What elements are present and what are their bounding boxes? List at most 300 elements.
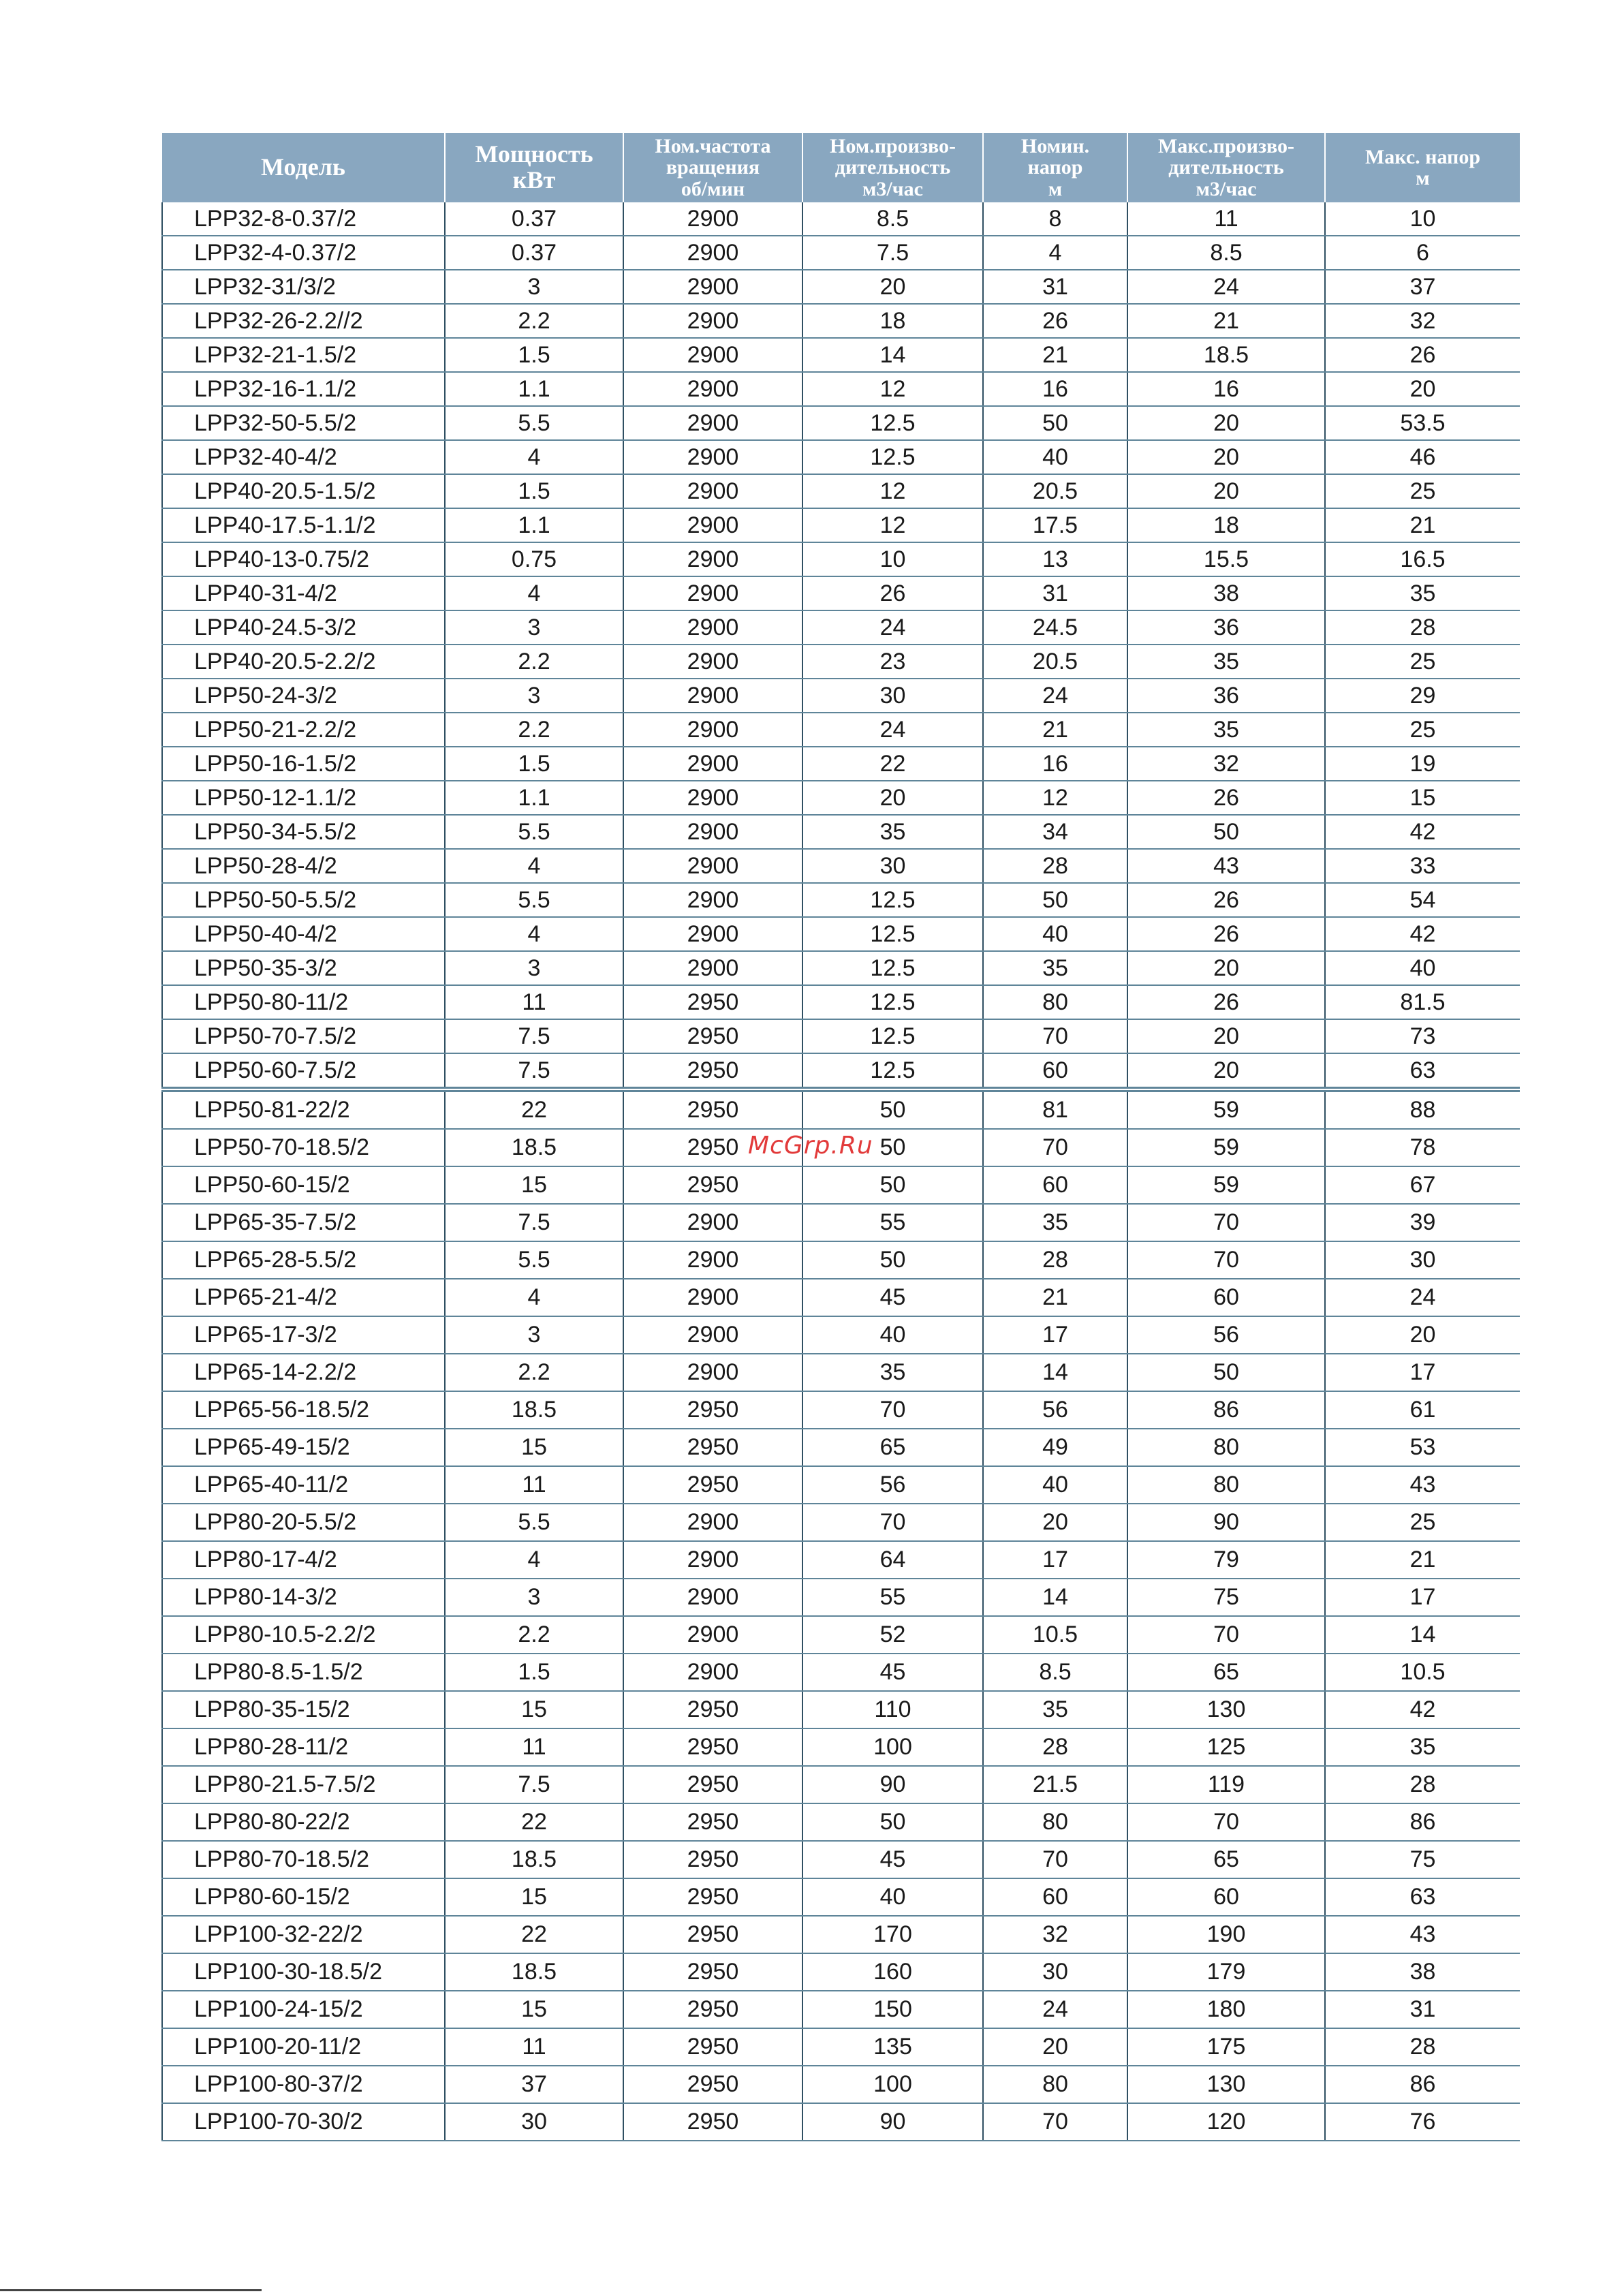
- cell-power: 2.2: [445, 713, 623, 747]
- cell-nominal-head: 17: [983, 1316, 1127, 1354]
- cell-nominal-head: 8: [983, 202, 1127, 236]
- cell-nominal-flow: 52: [802, 1616, 983, 1654]
- cell-max-flow: 24: [1127, 270, 1325, 304]
- cell-nominal-flow: 170: [802, 1916, 983, 1953]
- cell-rotation-speed: 2950: [623, 1953, 802, 1991]
- cell-max-flow: 79: [1127, 1541, 1325, 1579]
- cell-power: 22: [445, 1803, 623, 1841]
- table-row: [162, 1089, 1520, 1129]
- cell-nominal-flow: 12: [802, 372, 983, 406]
- table-row: [162, 645, 1520, 679]
- cell-nominal-head: 28: [983, 1241, 1127, 1279]
- cell-max-head: 42: [1325, 917, 1520, 951]
- cell-max-head: 39: [1325, 1204, 1520, 1241]
- cell-power: 37: [445, 2066, 623, 2103]
- cell-rotation-speed: 2900: [623, 270, 802, 304]
- cell-model: LPP32-50-5.5/2: [162, 406, 445, 440]
- cell-max-flow: 86: [1127, 1391, 1325, 1429]
- cell-nominal-flow: 24: [802, 713, 983, 747]
- cell-nominal-flow: 20: [802, 781, 983, 815]
- cell-model: LPP65-21-4/2: [162, 1279, 445, 1316]
- cell-model: LPP80-14-3/2: [162, 1579, 445, 1616]
- cell-max-head: 76: [1325, 2103, 1520, 2141]
- table-header: [162, 133, 1520, 202]
- cell-model: LPP50-70-18.5/2: [162, 1129, 445, 1166]
- cell-max-flow: 190: [1127, 1916, 1325, 1953]
- cell-nominal-head: 35: [983, 1204, 1127, 1241]
- table-row: [162, 1616, 1520, 1654]
- cell-max-flow: 120: [1127, 2103, 1325, 2141]
- table-row: [162, 1541, 1520, 1579]
- cell-nominal-head: 14: [983, 1579, 1127, 1616]
- cell-nominal-flow: 65: [802, 1429, 983, 1466]
- table-row: [162, 1654, 1520, 1691]
- cell-nominal-head: 32: [983, 1916, 1127, 1953]
- cell-power: 18.5: [445, 1391, 623, 1429]
- cell-model: LPP80-28-11/2: [162, 1728, 445, 1766]
- cell-rotation-speed: 2900: [623, 1241, 802, 1279]
- cell-max-flow: 130: [1127, 1691, 1325, 1728]
- cell-nominal-flow: 20: [802, 270, 983, 304]
- cell-nominal-flow: 55: [802, 1204, 983, 1241]
- cell-rotation-speed: 2950: [623, 2028, 802, 2066]
- table-row: [162, 1019, 1520, 1053]
- table-row: [162, 1391, 1520, 1429]
- cell-power: 2.2: [445, 1354, 623, 1391]
- table-body: [162, 202, 1520, 2141]
- table-row: [162, 202, 1520, 236]
- header-nominal-flow: Ном.произво- дительность м3/час: [802, 133, 983, 202]
- cell-power: 7.5: [445, 1019, 623, 1053]
- table-row: [162, 1841, 1520, 1878]
- cell-power: 15: [445, 1691, 623, 1728]
- cell-max-head: 63: [1325, 1878, 1520, 1916]
- table-row: [162, 883, 1520, 917]
- cell-power: 3: [445, 610, 623, 645]
- cell-max-flow: 70: [1127, 1204, 1325, 1241]
- cell-model: LPP32-26-2.2//2: [162, 304, 445, 338]
- cell-model: LPP40-31-4/2: [162, 576, 445, 610]
- table-row: [162, 304, 1520, 338]
- cell-model: LPP80-35-15/2: [162, 1691, 445, 1728]
- cell-model: LPP100-32-22/2: [162, 1916, 445, 1953]
- cell-nominal-flow: 24: [802, 610, 983, 645]
- cell-rotation-speed: 2900: [623, 1541, 802, 1579]
- cell-max-head: 25: [1325, 713, 1520, 747]
- table-row: [162, 1878, 1520, 1916]
- cell-rotation-speed: 2950: [623, 1916, 802, 1953]
- cell-model: LPP100-30-18.5/2: [162, 1953, 445, 1991]
- cell-max-flow: 20: [1127, 951, 1325, 985]
- cell-max-flow: 50: [1127, 815, 1325, 849]
- cell-rotation-speed: 2900: [623, 1279, 802, 1316]
- cell-power: 7.5: [445, 1204, 623, 1241]
- cell-power: 30: [445, 2103, 623, 2141]
- table-row: [162, 406, 1520, 440]
- cell-model: LPP50-60-7.5/2: [162, 1053, 445, 1089]
- table-row: [162, 1429, 1520, 1466]
- table-row: [162, 1466, 1520, 1504]
- cell-rotation-speed: 2900: [623, 610, 802, 645]
- cell-max-flow: 179: [1127, 1953, 1325, 1991]
- cell-model: LPP80-80-22/2: [162, 1803, 445, 1841]
- cell-nominal-flow: 90: [802, 2103, 983, 2141]
- cell-nominal-flow: 12.5: [802, 406, 983, 440]
- cell-power: 18.5: [445, 1129, 623, 1166]
- cell-nominal-head: 70: [983, 1019, 1127, 1053]
- cell-model: LPP80-20-5.5/2: [162, 1504, 445, 1541]
- cell-max-flow: 26: [1127, 883, 1325, 917]
- cell-max-flow: 35: [1127, 713, 1325, 747]
- cell-max-head: 42: [1325, 1691, 1520, 1728]
- table-row: [162, 951, 1520, 985]
- cell-max-flow: 60: [1127, 1279, 1325, 1316]
- cell-max-flow: 35: [1127, 645, 1325, 679]
- table-row: [162, 781, 1520, 815]
- table-row: [162, 508, 1520, 542]
- table-row: [162, 474, 1520, 508]
- cell-model: LPP32-8-0.37/2: [162, 202, 445, 236]
- cell-max-head: 21: [1325, 508, 1520, 542]
- cell-max-head: 73: [1325, 1019, 1520, 1053]
- table-row: [162, 1204, 1520, 1241]
- cell-max-flow: 26: [1127, 917, 1325, 951]
- cell-nominal-head: 14: [983, 1354, 1127, 1391]
- cell-power: 15: [445, 1166, 623, 1204]
- header-max-head: Макс. напор м: [1325, 133, 1520, 202]
- cell-nominal-head: 24: [983, 1991, 1127, 2028]
- cell-power: 3: [445, 1579, 623, 1616]
- cell-power: 3: [445, 679, 623, 713]
- cell-max-head: 53: [1325, 1429, 1520, 1466]
- cell-max-head: 30: [1325, 1241, 1520, 1279]
- cell-model: LPP80-8.5-1.5/2: [162, 1654, 445, 1691]
- cell-rotation-speed: 2900: [623, 202, 802, 236]
- cell-max-head: 25: [1325, 1504, 1520, 1541]
- cell-nominal-flow: 45: [802, 1654, 983, 1691]
- cell-nominal-head: 20: [983, 2028, 1127, 2066]
- cell-rotation-speed: 2900: [623, 781, 802, 815]
- table-row: [162, 338, 1520, 372]
- cell-nominal-head: 20.5: [983, 474, 1127, 508]
- cell-model: LPP50-60-15/2: [162, 1166, 445, 1204]
- cell-max-flow: 21: [1127, 304, 1325, 338]
- table-row: [162, 372, 1520, 406]
- cell-max-head: 14: [1325, 1616, 1520, 1654]
- cell-rotation-speed: 2950: [623, 1691, 802, 1728]
- cell-nominal-head: 16: [983, 747, 1127, 781]
- cell-rotation-speed: 2900: [623, 542, 802, 576]
- cell-nominal-head: 26: [983, 304, 1127, 338]
- cell-nominal-head: 40: [983, 1466, 1127, 1504]
- cell-model: LPP50-21-2.2/2: [162, 713, 445, 747]
- cell-rotation-speed: 2950: [623, 1429, 802, 1466]
- cell-model: LPP65-35-7.5/2: [162, 1204, 445, 1241]
- cell-nominal-flow: 135: [802, 2028, 983, 2066]
- cell-nominal-flow: 150: [802, 1991, 983, 2028]
- cell-model: LPP100-24-15/2: [162, 1991, 445, 2028]
- header-rotation-speed: Ном.частота вращения об/мин: [623, 133, 802, 202]
- cell-rotation-speed: 2950: [623, 1019, 802, 1053]
- cell-power: 15: [445, 1429, 623, 1466]
- cell-max-flow: 11: [1127, 202, 1325, 236]
- cell-rotation-speed: 2900: [623, 747, 802, 781]
- cell-power: 11: [445, 1728, 623, 1766]
- cell-max-head: 40: [1325, 951, 1520, 985]
- cell-rotation-speed: 2950: [623, 1841, 802, 1878]
- cell-rotation-speed: 2900: [623, 508, 802, 542]
- cell-nominal-head: 20.5: [983, 645, 1127, 679]
- cell-model: LPP50-80-11/2: [162, 985, 445, 1019]
- cell-max-head: 16.5: [1325, 542, 1520, 576]
- cell-max-flow: 20: [1127, 1053, 1325, 1089]
- cell-max-flow: 36: [1127, 610, 1325, 645]
- cell-nominal-flow: 100: [802, 2066, 983, 2103]
- header-model: Модель: [162, 133, 445, 202]
- cell-nominal-flow: 40: [802, 1316, 983, 1354]
- cell-max-head: 75: [1325, 1841, 1520, 1878]
- cell-nominal-flow: 12.5: [802, 440, 983, 474]
- cell-nominal-head: 50: [983, 406, 1127, 440]
- cell-nominal-flow: 50: [802, 1166, 983, 1204]
- cell-max-head: 32: [1325, 304, 1520, 338]
- cell-max-flow: 90: [1127, 1504, 1325, 1541]
- cell-nominal-flow: 35: [802, 815, 983, 849]
- cell-max-head: 67: [1325, 1166, 1520, 1204]
- cell-max-head: 43: [1325, 1916, 1520, 1953]
- table-row: [162, 236, 1520, 270]
- cell-max-flow: 59: [1127, 1166, 1325, 1204]
- cell-rotation-speed: 2900: [623, 1616, 802, 1654]
- cell-power: 0.37: [445, 236, 623, 270]
- cell-nominal-flow: 7.5: [802, 236, 983, 270]
- cell-nominal-head: 13: [983, 542, 1127, 576]
- cell-max-head: 43: [1325, 1466, 1520, 1504]
- cell-nominal-head: 60: [983, 1878, 1127, 1916]
- cell-max-flow: 59: [1127, 1089, 1325, 1129]
- cell-max-flow: 20: [1127, 474, 1325, 508]
- cell-max-flow: 16: [1127, 372, 1325, 406]
- cell-nominal-flow: 8.5: [802, 202, 983, 236]
- cell-max-flow: 18.5: [1127, 338, 1325, 372]
- cell-nominal-head: 8.5: [983, 1654, 1127, 1691]
- cell-nominal-flow: 12.5: [802, 883, 983, 917]
- cell-max-head: 35: [1325, 576, 1520, 610]
- cell-power: 2.2: [445, 304, 623, 338]
- cell-power: 3: [445, 270, 623, 304]
- cell-max-flow: 38: [1127, 576, 1325, 610]
- table-row: [162, 985, 1520, 1019]
- cell-power: 11: [445, 1466, 623, 1504]
- cell-max-flow: 65: [1127, 1654, 1325, 1691]
- cell-model: LPP32-31/3/2: [162, 270, 445, 304]
- cell-nominal-head: 49: [983, 1429, 1127, 1466]
- cell-rotation-speed: 2950: [623, 1803, 802, 1841]
- table-row: [162, 713, 1520, 747]
- cell-rotation-speed: 2900: [623, 304, 802, 338]
- cell-max-flow: 8.5: [1127, 236, 1325, 270]
- cell-rotation-speed: 2900: [623, 815, 802, 849]
- cell-nominal-head: 80: [983, 2066, 1127, 2103]
- cell-model: LPP65-49-15/2: [162, 1429, 445, 1466]
- bottom-rule: [0, 2289, 262, 2291]
- cell-power: 0.75: [445, 542, 623, 576]
- cell-rotation-speed: 2950: [623, 1391, 802, 1429]
- cell-nominal-head: 17: [983, 1541, 1127, 1579]
- cell-nominal-flow: 100: [802, 1728, 983, 1766]
- table-row: [162, 576, 1520, 610]
- cell-model: LPP40-20.5-2.2/2: [162, 645, 445, 679]
- cell-max-flow: 20: [1127, 440, 1325, 474]
- cell-power: 22: [445, 1089, 623, 1129]
- cell-max-head: 25: [1325, 474, 1520, 508]
- header-power: Мощность кВт: [445, 133, 623, 202]
- cell-nominal-flow: 50: [802, 1129, 983, 1166]
- cell-nominal-flow: 22: [802, 747, 983, 781]
- cell-nominal-head: 31: [983, 270, 1127, 304]
- cell-max-head: 46: [1325, 440, 1520, 474]
- cell-max-flow: 130: [1127, 2066, 1325, 2103]
- cell-nominal-head: 28: [983, 1728, 1127, 1766]
- cell-nominal-head: 20: [983, 1504, 1127, 1541]
- cell-max-head: 28: [1325, 610, 1520, 645]
- table-row: [162, 2028, 1520, 2066]
- cell-model: LPP100-80-37/2: [162, 2066, 445, 2103]
- table-row: [162, 1166, 1520, 1204]
- cell-nominal-flow: 30: [802, 849, 983, 883]
- cell-nominal-flow: 40: [802, 1878, 983, 1916]
- cell-model: LPP80-60-15/2: [162, 1878, 445, 1916]
- cell-max-flow: 60: [1127, 1878, 1325, 1916]
- cell-max-flow: 70: [1127, 1241, 1325, 1279]
- cell-max-head: 6: [1325, 236, 1520, 270]
- cell-rotation-speed: 2900: [623, 883, 802, 917]
- cell-rotation-speed: 2900: [623, 576, 802, 610]
- cell-nominal-head: 60: [983, 1166, 1127, 1204]
- table-row: [162, 1728, 1520, 1766]
- cell-max-head: 53.5: [1325, 406, 1520, 440]
- cell-max-flow: 32: [1127, 747, 1325, 781]
- cell-max-flow: 70: [1127, 1803, 1325, 1841]
- table-row: [162, 610, 1520, 645]
- cell-nominal-head: 70: [983, 1129, 1127, 1166]
- cell-nominal-head: 40: [983, 917, 1127, 951]
- cell-power: 2.2: [445, 1616, 623, 1654]
- cell-max-flow: 15.5: [1127, 542, 1325, 576]
- cell-max-head: 10: [1325, 202, 1520, 236]
- cell-model: LPP32-16-1.1/2: [162, 372, 445, 406]
- cell-rotation-speed: 2950: [623, 1089, 802, 1129]
- cell-rotation-speed: 2900: [623, 440, 802, 474]
- cell-nominal-head: 24: [983, 679, 1127, 713]
- cell-nominal-head: 50: [983, 883, 1127, 917]
- cell-model: LPP50-16-1.5/2: [162, 747, 445, 781]
- cell-power: 5.5: [445, 1241, 623, 1279]
- cell-model: LPP80-21.5-7.5/2: [162, 1766, 445, 1803]
- cell-nominal-flow: 12.5: [802, 1053, 983, 1089]
- cell-max-head: 17: [1325, 1579, 1520, 1616]
- cell-max-head: 78: [1325, 1129, 1520, 1166]
- table-row: [162, 1316, 1520, 1354]
- cell-rotation-speed: 2950: [623, 1466, 802, 1504]
- cell-model: LPP50-34-5.5/2: [162, 815, 445, 849]
- cell-rotation-speed: 2900: [623, 1504, 802, 1541]
- cell-model: LPP40-24.5-3/2: [162, 610, 445, 645]
- cell-nominal-head: 21.5: [983, 1766, 1127, 1803]
- table-row: [162, 440, 1520, 474]
- cell-power: 11: [445, 2028, 623, 2066]
- cell-model: LPP80-17-4/2: [162, 1541, 445, 1579]
- cell-model: LPP40-13-0.75/2: [162, 542, 445, 576]
- cell-rotation-speed: 2900: [623, 1204, 802, 1241]
- cell-model: LPP40-20.5-1.5/2: [162, 474, 445, 508]
- table-row: [162, 270, 1520, 304]
- cell-max-head: 15: [1325, 781, 1520, 815]
- cell-max-flow: 20: [1127, 1019, 1325, 1053]
- cell-nominal-head: 21: [983, 338, 1127, 372]
- cell-nominal-head: 34: [983, 815, 1127, 849]
- table-row: [162, 849, 1520, 883]
- table-row: [162, 1803, 1520, 1841]
- cell-max-head: 10.5: [1325, 1654, 1520, 1691]
- cell-rotation-speed: 2900: [623, 951, 802, 985]
- cell-nominal-flow: 12.5: [802, 985, 983, 1019]
- cell-max-head: 86: [1325, 2066, 1520, 2103]
- cell-nominal-head: 70: [983, 1841, 1127, 1878]
- cell-max-head: 54: [1325, 883, 1520, 917]
- cell-power: 7.5: [445, 1766, 623, 1803]
- cell-power: 4: [445, 917, 623, 951]
- cell-nominal-flow: 70: [802, 1504, 983, 1541]
- cell-nominal-flow: 12.5: [802, 951, 983, 985]
- cell-model: LPP65-17-3/2: [162, 1316, 445, 1354]
- cell-max-head: 31: [1325, 1991, 1520, 2028]
- header-max-flow: Макс.произво- дительность м3/час: [1127, 133, 1325, 202]
- cell-max-head: 88: [1325, 1089, 1520, 1129]
- cell-rotation-speed: 2900: [623, 849, 802, 883]
- cell-rotation-speed: 2950: [623, 2103, 802, 2141]
- cell-nominal-flow: 50: [802, 1089, 983, 1129]
- cell-rotation-speed: 2950: [623, 1766, 802, 1803]
- cell-max-head: 19: [1325, 747, 1520, 781]
- cell-rotation-speed: 2900: [623, 1354, 802, 1391]
- table-row: [162, 1766, 1520, 1803]
- cell-nominal-flow: 26: [802, 576, 983, 610]
- table-row: [162, 1579, 1520, 1616]
- cell-nominal-flow: 160: [802, 1953, 983, 1991]
- cell-rotation-speed: 2900: [623, 406, 802, 440]
- cell-max-head: 29: [1325, 679, 1520, 713]
- cell-rotation-speed: 2950: [623, 1129, 802, 1166]
- cell-model: LPP32-40-4/2: [162, 440, 445, 474]
- cell-rotation-speed: 2950: [623, 2066, 802, 2103]
- cell-model: LPP100-70-30/2: [162, 2103, 445, 2141]
- table-row: [162, 1916, 1520, 1953]
- watermark: McGrp.Ru: [748, 1132, 873, 1160]
- header-nominal-head: Номин. напор м: [983, 133, 1127, 202]
- cell-power: 18.5: [445, 1953, 623, 1991]
- cell-max-flow: 119: [1127, 1766, 1325, 1803]
- cell-max-head: 20: [1325, 372, 1520, 406]
- cell-max-head: 42: [1325, 815, 1520, 849]
- table-row: [162, 815, 1520, 849]
- cell-nominal-head: 16: [983, 372, 1127, 406]
- cell-nominal-flow: 35: [802, 1354, 983, 1391]
- cell-max-flow: 80: [1127, 1466, 1325, 1504]
- cell-max-flow: 56: [1127, 1316, 1325, 1354]
- cell-max-head: 38: [1325, 1953, 1520, 1991]
- cell-power: 15: [445, 1991, 623, 2028]
